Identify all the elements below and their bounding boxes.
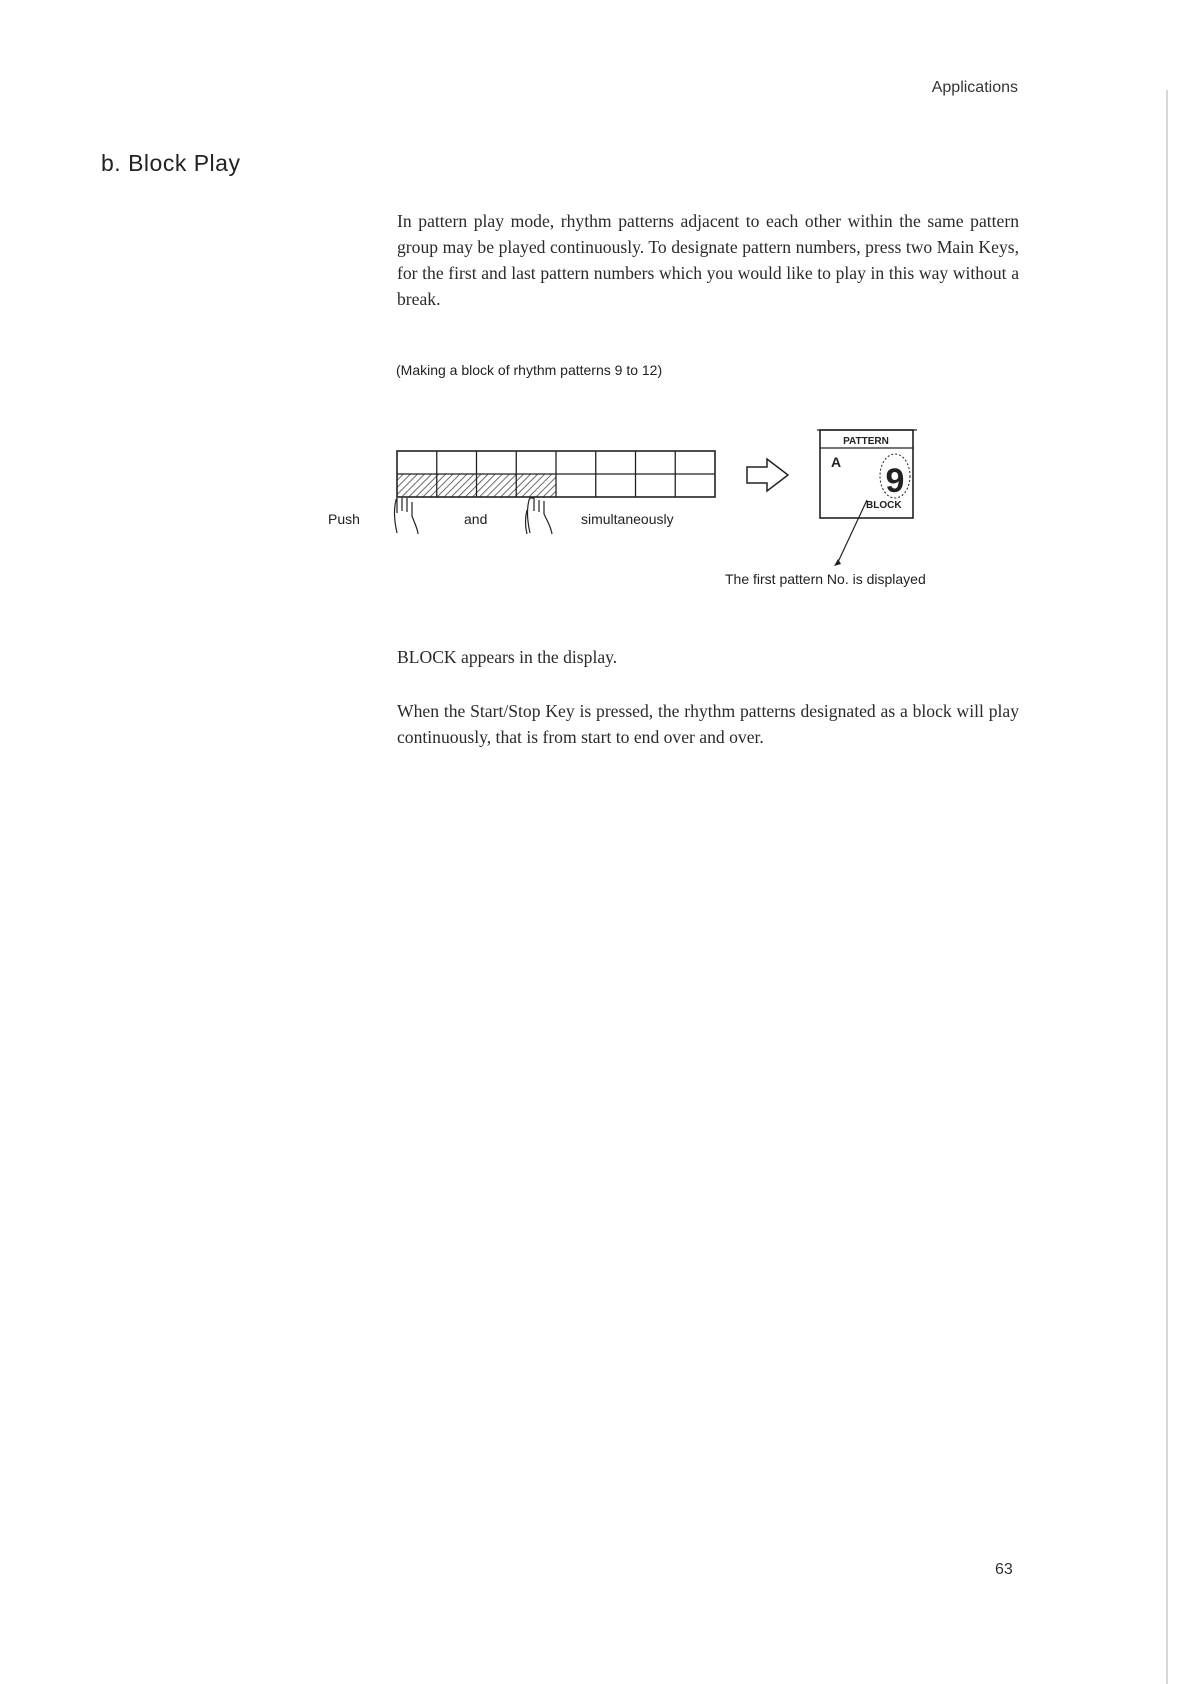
display-digit: 9 xyxy=(885,462,905,500)
block-play-diagram xyxy=(0,0,1190,620)
display-block-indicator: BLOCK xyxy=(866,500,902,511)
highlighted-key-1 xyxy=(397,474,437,497)
page-number: 63 xyxy=(995,1561,1013,1578)
pointer-line xyxy=(838,500,867,562)
startstop-paragraph: When the Start/Stop Key is pressed, the rhythm patterns designated as a block will play continuously, that is from start to end over and over. xyxy=(397,701,1019,747)
figure-caption: (Making a block of rhythm patterns 9 to 12) xyxy=(396,362,663,378)
main-keys-strip xyxy=(397,451,715,497)
right-hand-icon xyxy=(526,498,553,534)
highlighted-key-4 xyxy=(516,474,556,497)
and-label: and xyxy=(464,511,488,527)
pattern-display xyxy=(817,430,917,566)
simultaneously-label: simultaneously xyxy=(581,511,674,527)
pointer-arrowhead-icon xyxy=(834,559,841,566)
display-group: A xyxy=(831,454,842,470)
highlighted-key-2 xyxy=(437,474,477,497)
intro-paragraph: In pattern play mode, rhythm patterns adjacent to each other within the same pattern group may be played continuously. To designate pattern numbers, press two Main Keys, for the first and last pattern numbers which you would like to play in this way without a break. xyxy=(397,211,1019,309)
outline-arrow-icon xyxy=(747,459,788,491)
block-appears-text: BLOCK appears in the display. xyxy=(397,647,618,667)
section-title: b. Block Play xyxy=(101,150,241,176)
display-title: PATTERN xyxy=(843,436,889,447)
push-label: Push xyxy=(328,511,360,527)
highlighted-key-3 xyxy=(477,474,517,497)
display-note: The first pattern No. is displayed xyxy=(725,571,926,587)
left-hand-icon xyxy=(395,498,418,534)
running-header: Applications xyxy=(931,79,1018,96)
